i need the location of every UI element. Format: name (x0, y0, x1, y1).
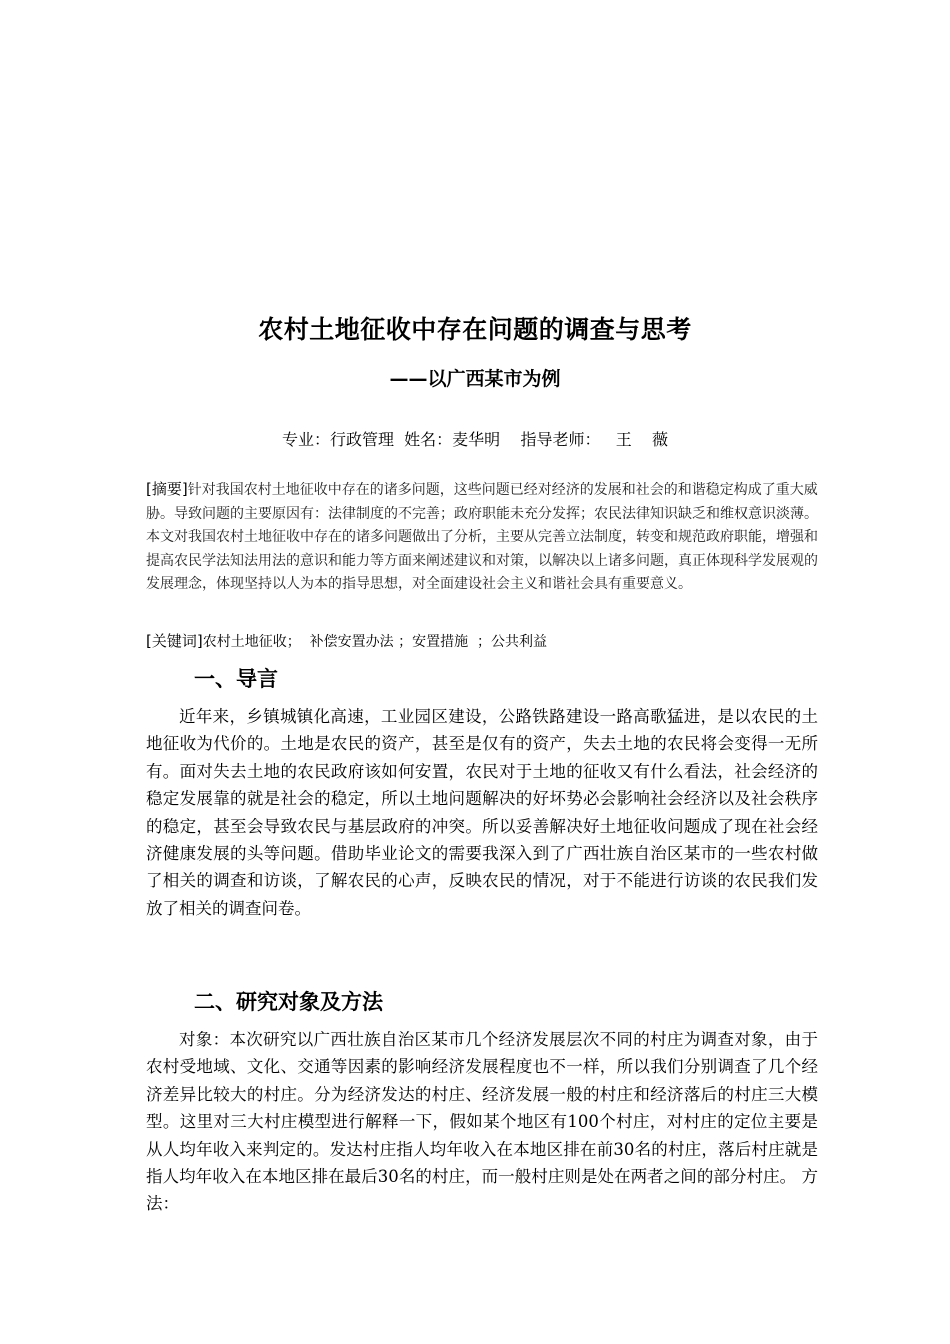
abstract-text: 针对我国农村土地征收中存在的诸多问题，这些问题已经对经济的发展和社会的和谐稳定构成了重大威胁。导致问题的主要原因有：法律制度的不完善；政府职能未充分发挥；农民法律知识缺乏和维权意识淡薄。本文对我国农村土地征收中存在的诸多问题做出了分析，主要从完善立法制度，转变和规范政府职能，增强和提高农民学法知法用法的意识和能力等方面来阐述建议和对策，以解决以上诸多问题，真正体现科学发展观的发展理念，体现坚持以人为本的指导思想，对全面建设社会主义和谐社会具有重要意义。 (146, 482, 818, 593)
abstract (146, 478, 826, 597)
keywords (146, 629, 826, 654)
keywords-text: 农村土地征收； 补偿安置办法 ；安置措施 ；公共利益 (202, 634, 547, 650)
section-heading-methods: 二、研究对象及方法 (194, 990, 383, 1014)
section-paragraph-methods: 对象：本次研究以广西壮族自治区某市几个经济发展层次不同的村庄为调查对象，由于农村受地域、文化、交通等因素的影响经济发展程度也不一样，所以我们分别调查了几个经济差异比较大的村庄。分为经济发达的村庄、经济发展一般的村庄和经济落后的村庄三大模型。这里对三大村庄模型进行解释一下，假如某个地区有100个村庄，对村庄的定位主要是从人均年收入来判定的。发达村庄指人均年收入在本地区排在前30名的村庄，落后村庄就是指人均年收入在本地区排在最后30名的村庄，而一般村庄则是处在两者之间的部分村庄。 方法： (146, 1030, 818, 1214)
document-subtitle: ——以广西某市为例 (389, 368, 561, 390)
document-title: 农村土地征收中存在问题的调查与思考 (258, 315, 692, 344)
abstract-label: [摘要] (146, 480, 188, 498)
section-paragraph-intro: 近年来，乡镇城镇化高速，工业园区建设，公路铁路建设一路高歌猛进，是以农民的土地征收为代价的。土地是农民的资产，甚至是仅有的资产，失去土地的农民将会变得一无所有。面对失去土地的农民政府该如何安置，农民对于土地的征收又有什么看法，社会经济的稳定发展靠的就是社会的稳定，所以土地问题解决的好坏势必会影响社会经济以及社会秩序的稳定，甚至会导致农民与基层政府的冲突。所以妥善解决好土地征收问题成了现在社会经济健康发展的头等问题。借助毕业论文的需要我深入到了广西壮族自治区某市的一些农村做了相关的调查和访谈，了解农民的心声，反映农民的情况，对于不能进行访谈的农民我们发放了相关的调查问卷。 (146, 707, 818, 918)
section-heading-intro: 一、导言 (194, 667, 278, 691)
keywords-label: [关键词] (146, 632, 203, 650)
author-line: 专业：行政管理 姓名：麦华明 指导老师： 王 薇 (281, 430, 669, 449)
